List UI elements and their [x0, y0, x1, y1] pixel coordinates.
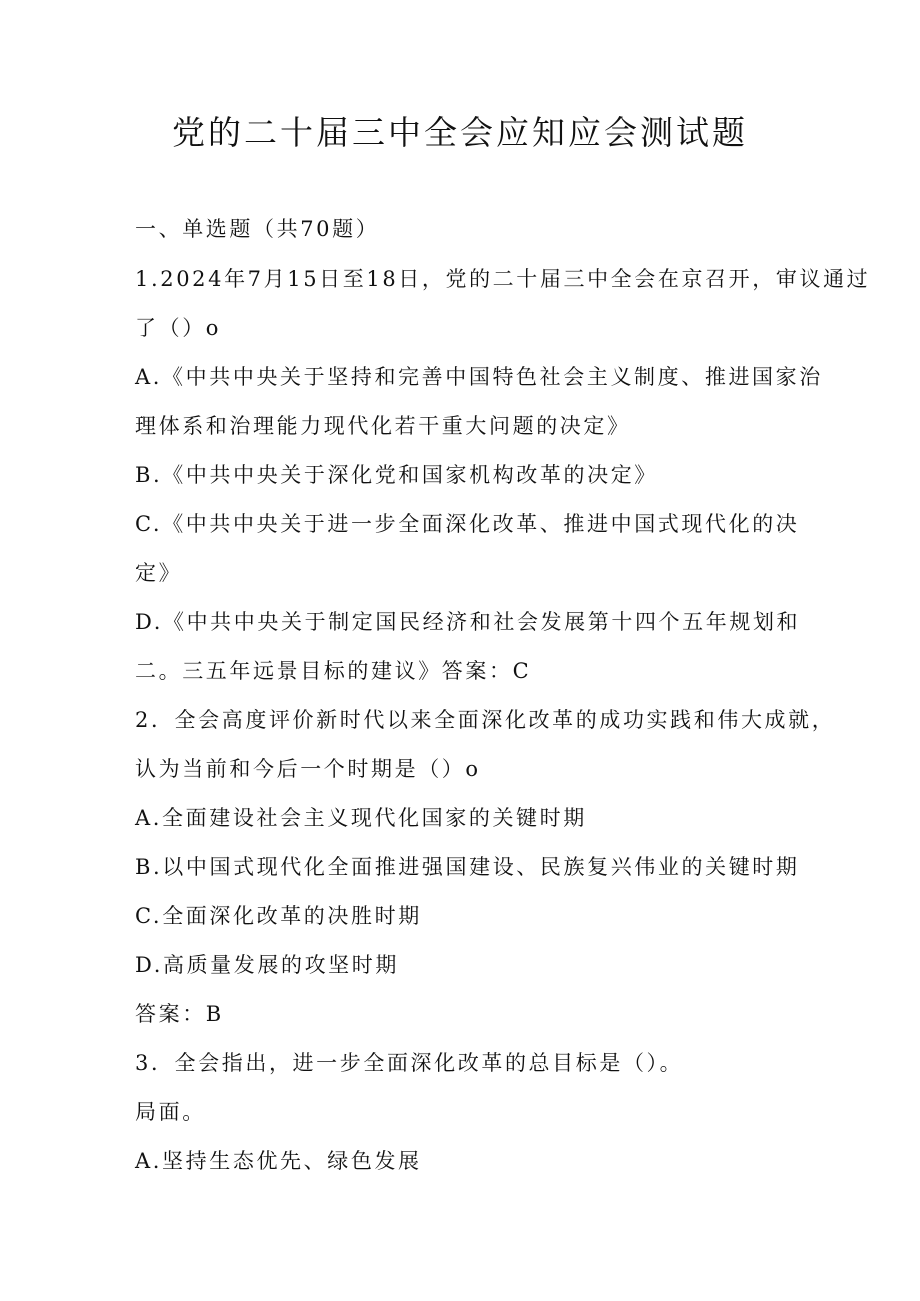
question-1-option-b: B.《中共中央关于深化党和国家机构改革的决定》 [135, 463, 658, 487]
question-1-option-c-line-2: 定》 [135, 561, 183, 585]
question-1-stem-line-2: 了（）o [135, 316, 222, 340]
question-2-answer: 答案：B [135, 1002, 224, 1026]
question-3-stem-continuation: 局面。 [135, 1100, 206, 1124]
question-1-option-a-line-1: A.《中共中央关于坚持和完善中国特色社会主义制度、推进国家治 [135, 365, 823, 389]
question-1-option-d-line-2-answer: 二。三五年远景目标的建议》答案：C [135, 659, 532, 683]
question-2-option-d: D.高质量发展的攻坚时期 [135, 953, 399, 977]
question-3-option-a: A.坚持生态优先、绿色发展 [135, 1149, 422, 1173]
section-heading: 一、单选题（共70题） [135, 217, 380, 241]
question-2-option-a: A.全面建设社会主义现代化国家的关键时期 [135, 806, 587, 830]
document-title: 党的二十届三中全会应知应会测试题 [172, 113, 748, 152]
question-1-option-d-line-1: D.《中共中央关于制定国民经济和社会发展第十四个五年规划和 [135, 610, 801, 634]
question-2-option-c: C.全面深化改革的决胜时期 [135, 904, 422, 928]
question-3-stem: 3．全会指出，进一步全面深化改革的总目标是（）。 [135, 1051, 684, 1075]
question-1-stem-line-1: 1.2024年7月15日至18日，党的二十届三中全会在京召开，审议通过 [135, 267, 871, 291]
question-2-option-b: B.以中国式现代化全面推进强国建设、民族复兴伟业的关键时期 [135, 855, 800, 879]
question-2-stem-line-1: 2．全会高度评价新时代以来全面深化改革的成功实践和伟大成就， [135, 708, 836, 732]
question-1-option-c-line-1: C.《中共中央关于进一步全面深化改革、推进中国式现代化的决 [135, 512, 800, 536]
question-2-stem-line-2: 认为当前和今后一个时期是（）o [135, 757, 481, 781]
question-1-option-a-line-2: 理体系和治理能力现代化若干重大问题的决定》 [135, 414, 631, 438]
